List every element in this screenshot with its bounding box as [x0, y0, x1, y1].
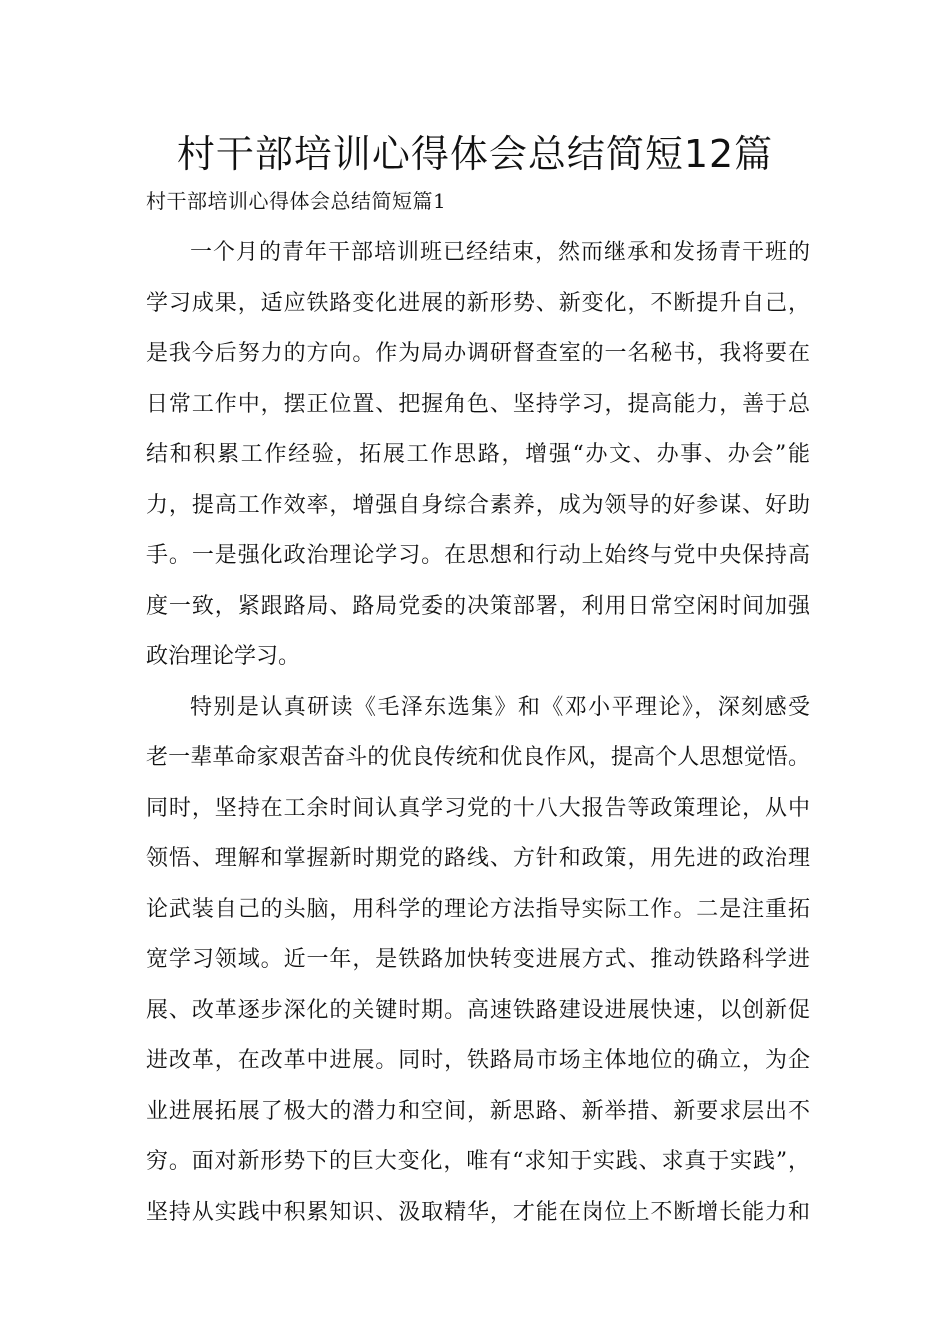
text-line: 穷。面对新形势下的巨大变化，唯有“求知于实践、求真于实践”，: [146, 1149, 810, 1174]
paragraph-1: [146, 228, 810, 683]
text-line: 力，提高工作效率，增强自身综合素养，成为领导的好参谋、好助: [146, 492, 810, 518]
document-title: 村干部培训心得体会总结简短12篇: [176, 132, 774, 176]
text-line: 手。一是强化政治理论学习。在思想和行动上始终与党中央保持高: [146, 543, 810, 568]
section-heading: 村干部培训心得体会总结简短篇1: [146, 189, 447, 213]
text-line: 宽学习领域。近一年，是铁路加快转变进展方式、推动铁路科学进: [146, 947, 810, 972]
text-line: 老一辈革命家艰苦奋斗的优良传统和优良作风，提高个人思想觉悟。: [146, 745, 810, 770]
text-line: 度一致，紧跟路局、路局党委的决策部署，利用日常空闲时间加强: [146, 593, 810, 619]
text-line: 展、改革逐步深化的关键时期。高速铁路建设进展快速，以创新促: [146, 997, 810, 1023]
text-line: 坚持从实践中积累知识、汲取精华，才能在岗位上不断增长能力和: [146, 1199, 810, 1225]
text-line: 学习成果，适应铁路变化进展的新形势、新变化，不断提升自己，: [146, 290, 810, 316]
text-line: 政治理论学习。: [146, 644, 301, 669]
text-line: 领悟、理解和掌握新时期党的路线、方针和政策，用先进的政治理: [146, 846, 810, 871]
text-line: 进改革，在改革中进展。同时，铁路局市场主体地位的确立，为企: [146, 1048, 810, 1073]
document-body: [146, 228, 810, 1238]
text-line: 特别是认真研读《毛泽东选集》和《邓小平理论》，深刻感受: [190, 694, 810, 720]
text-line: 同时，坚持在工余时间认真学习党的十八大报告等政策理论，从中: [146, 795, 810, 821]
text-line: 是我今后努力的方向。作为局办调研督查室的一名秘书，我将要在: [146, 341, 810, 366]
paragraph-2: [146, 683, 810, 1239]
text-line: 结和积累工作经验，拓展工作思路，增强“办文、办事、办会”能: [146, 442, 810, 467]
text-line: 论武装自己的头脑，用科学的理论方法指导实际工作。二是注重拓: [146, 896, 810, 922]
text-line: 一个月的青年干部培训班已经结束，然而继承和发扬青干班的: [190, 240, 810, 265]
text-line: 日常工作中，摆正位置、把握角色、坚持学习，提高能力，善于总: [146, 391, 810, 417]
text-line: 业进展拓展了极大的潜力和空间，新思路、新举措、新要求层出不: [146, 1098, 810, 1124]
